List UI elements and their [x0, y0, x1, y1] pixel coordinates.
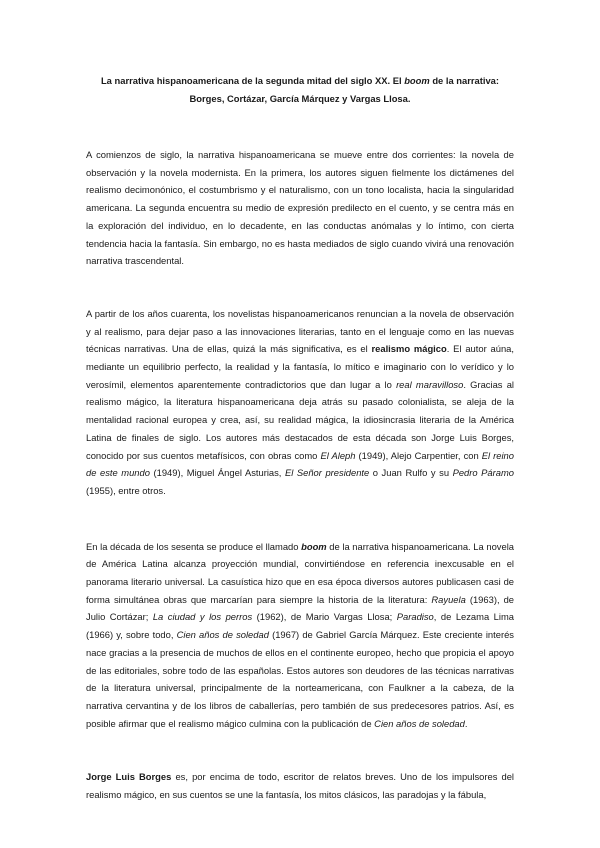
paragraph-1: A comienzos de siglo, la narrativa hispanoamericana se mueve entre dos corrientes: la novela de observación y la novela modernista. En la primera, los autores siguen fielmente los dictámenes del realismo decimonónico, el costumbrismo y el naturalismo, con un tono localista, hacia la singularidad americana. La segunda encuentra su medio de expresión predilecto en el cuento, y se centra más en la exploración del individuo, en lo decadente, en las conductas anómalas y lo íntimo, con cierta tendencia hacia la fantasía. Sin embargo, no es hasta mediados de siglo cuando vivirá una renovación narrativa trascendental. [86, 149, 514, 267]
work-title-el-reino: El reino de este mundo [86, 449, 514, 479]
work-title-el-aleph: El Aleph [320, 449, 356, 461]
work-title-cien-anos-2: Cien años de soledad [374, 717, 465, 729]
work-title-senor-presidente: El Señor presidente [284, 467, 370, 479]
title-line-2: Borges, Cortázar, García Márquez y Vargas Llosa. [189, 93, 411, 104]
paragraph-2: A partir de los años cuarenta, los novelistas hispanoamericanos renuncian a la novela de observación y al realismo, para dejar paso a las innovaciones literarias, tanto en el lenguaje como en las nuevas técnicas narrativas. Una de ellas, quizá la más significativa, es el realismo mágico. El autor aúna, mediante un equilibrio perfecto, la realidad y la fantasía, lo mítico e imaginario con lo verídico y lo verosímil, elementos aparentemente contradictorios que dan lugar a lo real maravilloso. Gracias al realismo mágico, la literatura hispanoamericana deja atrás su pasado colonialista, se aleja de la mentalidad racional europea y crea, así, su realidad mágica, la idiosincrasia literaria de la América Latina de finales de siglo. Los autores más destacados de esta década son Jorge Luis Borges, conocido por sus cuentos metafísicos, con obras como El Aleph (1949), Alejo Carpentier, con El reino de este mundo (1949), Miguel Ángel Asturias, El Señor presidente o Juan Rulfo y su Pedro Páramo (1955), entre otros. [86, 307, 514, 496]
real-maravilloso-term: real maravilloso [396, 378, 464, 390]
title-line-1: La narrativa hispanoamericana de la segunda mitad del siglo XX. El boom de la narrativa: [100, 75, 500, 86]
paragraph-4: Jorge Luis Borges es, por encima de todo, escritor de relatos breves. Uno de los impulsores del realismo mágico, en sus cuentos se une la fantasía, los mitos clásicos, las paradojas y la fábula, [86, 771, 515, 801]
work-title-cien-anos: Cien años de soledad [176, 629, 269, 641]
work-title-rayuela: Rayuela [431, 593, 466, 605]
title-boom-emphasis: boom [404, 75, 430, 86]
realismo-magico-term: realismo mágico [371, 343, 447, 355]
work-title-la-ciudad: La ciudad y los perros [152, 611, 253, 623]
document-title [86, 72, 514, 108]
work-title-pedro-paramo: Pedro Páramo [452, 467, 514, 479]
boom-term: boom [301, 540, 327, 552]
work-title-paradiso: Paradiso [396, 611, 434, 623]
paragraph-3: En la década de los sesenta se produce el llamado boom de la narrativa hispanoamericana. La novela de América Latina alcanza proyección mundial, convirtiéndose en referencia inexcusable en el panorama literario universal. La casuística hizo que en esa época diversos autores publicasen casi de forma simultánea obras que marcarían para siempre la historia de la literatura: Rayuela (1963), de Julio Cortázar; La ciudad y los perros (1962), de Mario Vargas Llosa; Paradiso, de Lezama Lima (1966) y, sobre todo, Cien años de soledad (1967) de Gabriel García Márquez. Este creciente interés nace gracias a la presencia de muchos de ellos en el continente europeo, hecho que propicia el apoyo de las editoriales, sobre todo de las españolas. Estos autores son deudores de las técnicas narrativas de la literatura universal, principalmente de la norteamericana, con Faulkner a la cabeza, de la narrativa cervantina y de los libros de caballerías, pero también de sus predecesores patrios. Así, es posible afirmar que el realismo mágico culmina con la publicación de Cien años de soledad. [86, 540, 515, 729]
author-borges: Jorge Luis Borges [86, 771, 172, 783]
